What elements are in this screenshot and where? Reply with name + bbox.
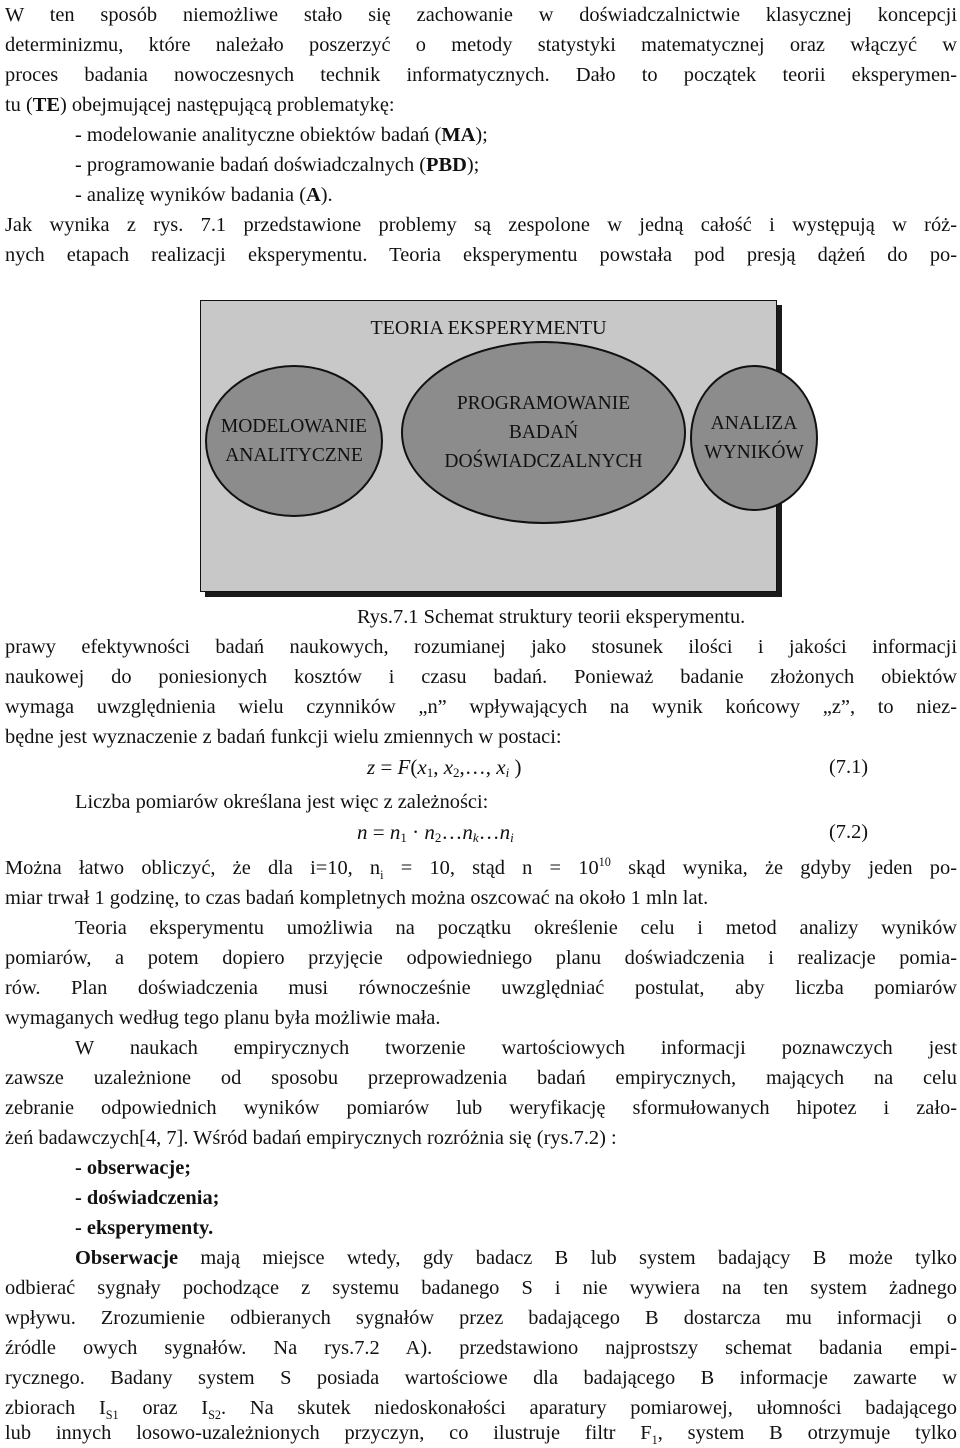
formula-symbol: ·	[412, 820, 420, 844]
text-fragment: - analizę wyników badania (	[75, 184, 306, 206]
formula-symbol: (	[410, 755, 418, 779]
list-item	[75, 120, 945, 150]
text-line: Liczba pomiarów określana jest więc z zależności:	[75, 791, 489, 813]
text-fragment: - programowanie badań doświadczalnych (	[75, 154, 427, 176]
text-line: zebranie odpowiednich wyników pomiarów lub weryfikację sformułowanych hipotez i zało-	[5, 1097, 957, 1119]
formula-symbol: n	[462, 820, 473, 844]
formula-subscript: 1	[400, 830, 407, 845]
text-line: nych etapach realizacji eksperymentu. Teoria eksperymentu powstała pod presją dążeń do po-	[5, 244, 957, 266]
ellipse-label: ANALITYCZNE	[225, 445, 363, 466]
text-fragment: );	[475, 124, 488, 146]
text-line: źródle owych sygnałów. Na rys.7.2 A). przedstawiono najprostszy schemat badania empi-	[5, 1337, 957, 1359]
text-fragment: skąd wynika, że gdyby jeden po-	[610, 857, 957, 879]
subscript: S1	[105, 1408, 119, 1423]
formula-symbol: n	[389, 820, 401, 844]
text-fragment: , system B otrzymuje tylko	[657, 1422, 957, 1444]
ellipse-label: WYNIKÓW	[704, 442, 804, 463]
formula-symbol: x	[496, 755, 506, 779]
list-item	[75, 1213, 945, 1243]
text-line: determinizmu, które należało poszerzyć o metody statystyki matematycznej oraz włączyć w	[5, 34, 957, 56]
text-line: Teoria eksperymentu umożliwia na początku określenie celu i metod analizy wyników	[75, 917, 957, 939]
formula-subscript: 1	[426, 765, 434, 780]
formula-subscript: 2	[453, 765, 460, 780]
text-line	[75, 1243, 957, 1273]
formula-7-2	[357, 817, 514, 853]
text-fragment: ) obejmującej następującą problematykę:	[59, 94, 395, 116]
formula-symbol: ,	[433, 755, 439, 779]
equation-number: (7.1)	[829, 756, 869, 778]
text-fragment: Można łatwo obliczyć, że dla i=10, n	[5, 857, 381, 879]
formula-symbol: )	[514, 755, 522, 779]
text-fragment: ).	[320, 184, 333, 206]
abbrev-te: TE	[32, 94, 60, 116]
text-line: rycznego. Badany system S posiada wartościowe dla badającego B informacje zawarte w	[5, 1367, 957, 1389]
formula-symbol: …	[441, 820, 463, 844]
text-line: pomiarów, a potem dopiero przyjęcie odpowiedniego planu doświadczenia i realizacje pomia-	[5, 947, 957, 969]
text-line: żeń badawczych[4, 7]. Wśród badań empirycznych rozróżnia się (rys.7.2) :	[5, 1127, 617, 1149]
text-line: wymaganych według tego planu była możliwie mała.	[5, 1007, 441, 1029]
text-line	[5, 1418, 957, 1448]
formula-symbol: …	[464, 755, 486, 779]
subscript: 1	[651, 1433, 658, 1448]
text-fragment: oraz I	[118, 1397, 209, 1419]
text-line: naukowej do poniesionych kosztów i czasu badań. Ponieważ badanie złożonych obiektów	[5, 666, 957, 688]
text-line: miar trwał 1 godzinę, to czas badań kompletnych można oszcować na około 1 mln lat.	[5, 887, 709, 909]
list-item	[75, 1183, 945, 1213]
formula-symbol: x	[443, 755, 454, 779]
formula-subscript: i	[510, 830, 514, 845]
text-fragment: );	[466, 154, 480, 176]
text-line: prawy efektywności badań naukowych, rozumianej jako stosunek ilości i jakości informacji	[5, 636, 957, 658]
ellipse-label: PROGRAMOWANIE	[456, 393, 631, 414]
ellipse-label: DOŚWIADCZALNYCH	[444, 451, 643, 472]
list-item	[75, 1153, 945, 1183]
ellipse-programming	[401, 341, 686, 524]
text-fragment: . Na skutek niedoskonałości aparatury pomiarowej, ułomności badającego	[221, 1397, 957, 1419]
formula-symbol: z	[367, 755, 376, 779]
text-fragment: zbiorach I	[5, 1397, 106, 1419]
text-fragment: = 10, stąd n = 10	[383, 857, 599, 879]
abbrev-a: A	[306, 184, 321, 206]
list-item-label: - eksperymenty.	[75, 1217, 214, 1239]
subscript: i	[380, 868, 384, 883]
abbrev-ma: MA	[441, 124, 476, 146]
text-line: W naukach empirycznych tworzenie wartościowych informacji poznawczych jest	[75, 1037, 957, 1059]
formula-symbol: x	[417, 755, 427, 779]
text-fragment: tu (	[5, 94, 33, 116]
formula-symbol: n	[424, 820, 435, 844]
list-item-label: - doświadczenia;	[75, 1187, 220, 1209]
text-line: będne jest wyznaczenie z badań funkcji wielu zmiennych w postaci:	[5, 726, 562, 748]
formula-symbol: ,	[459, 755, 465, 779]
formula-symbol: n	[499, 820, 511, 844]
diagram-title: TEORIA EKSPERYMENTU	[370, 317, 607, 339]
formula-symbol: …	[478, 820, 500, 844]
text-line: zawsze uzależnione od sposobu przeprowadzenia badań empirycznych, mających na celu	[5, 1067, 957, 1089]
formula-symbol: n	[357, 820, 368, 844]
text-fragment: - modelowanie analityczne obiektów badań (	[75, 124, 442, 146]
list-item	[75, 180, 945, 210]
formula-subscript: i	[505, 765, 510, 780]
text-line: wymaga uwzględnienia wielu czynników „n” wpływających na wynik końcowy „z”, to niez-	[5, 696, 957, 718]
formula-symbol: =	[372, 820, 385, 844]
formula-symbol: =	[380, 755, 393, 779]
formula-symbol: ,	[485, 755, 492, 779]
subscript: S2	[208, 1408, 221, 1423]
bold-term: Obserwacje	[75, 1247, 179, 1269]
list-item-label: - obserwacje;	[75, 1157, 192, 1179]
text-line: Jak wynika z rys. 7.1 przedstawione problemy są zespolone w jedną całość i występują w róż-	[5, 214, 957, 236]
figure-caption: Rys.7.1 Schemat struktury teorii eksperymentu.	[357, 606, 746, 628]
text-line: rów. Plan doświadczenia musi równocześnie uwzględniać postulat, aby liczba pomiarów	[5, 977, 957, 999]
formula-subscript: k	[472, 830, 479, 845]
text-line: proces badania nowoczesnych technik informatycznych. Dało to początek teorii eksperymen-	[5, 64, 957, 86]
formula-symbol: F	[397, 755, 411, 779]
text-line	[5, 853, 957, 883]
ellipse-modeling	[205, 365, 383, 517]
text-line: odbierać sygnały pochodzące z systemu badanego S i nie wywiera na ten system żadnego	[5, 1277, 957, 1299]
text-fragment: mają miejsce wtedy, gdy badacz B lub system badający B może tylko	[178, 1247, 957, 1269]
ellipse-label: ANALIZA	[710, 413, 798, 434]
ellipse-label: MODELOWANIE	[220, 416, 368, 437]
text-line: wpływu. Zrozumienie odbieranych sygnałów przez badającego B dostarcza mu informacji o	[5, 1307, 957, 1329]
formula-subscript: 2	[434, 830, 442, 845]
text-line	[5, 90, 957, 120]
equation-number: (7.2)	[829, 821, 869, 843]
superscript: 10	[598, 855, 611, 870]
text-line: W ten sposób niemożliwe stało się zachowanie w doświadczalnictwie klasycznej koncepcji	[5, 4, 957, 26]
text-fragment: lub innych losowo-uzależnionych przyczyn, co ilustruje filtr F	[5, 1422, 652, 1444]
formula-7-1	[367, 752, 522, 788]
ellipse-analysis	[690, 365, 818, 511]
list-item	[75, 150, 945, 180]
abbrev-pbd: PBD	[426, 154, 467, 176]
ellipse-label: BADAŃ	[508, 422, 579, 443]
